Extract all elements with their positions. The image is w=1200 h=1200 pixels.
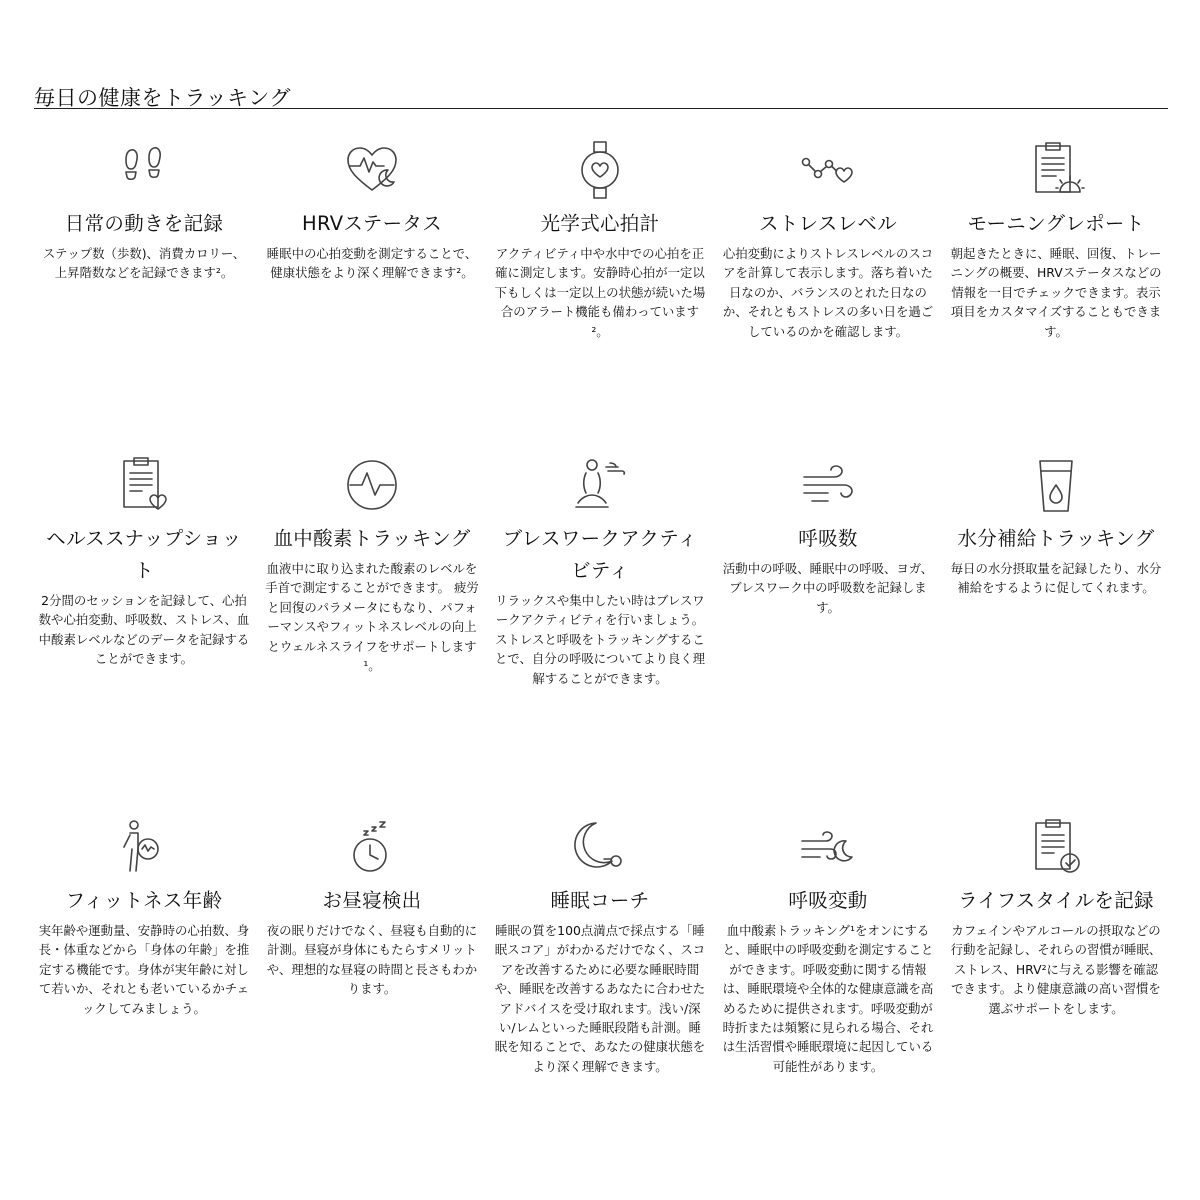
feature-title: HRVステータス	[302, 212, 442, 235]
feature-title: ライフスタイルを記録	[958, 889, 1154, 912]
meditation-breath-icon	[570, 455, 630, 515]
feature-description: 睡眠の質を100点満点で採点する「睡眠スコア」がわかるだけでなく、スコアを改善するために必要な睡眠時間や、睡眠を改善するあなたに合わせたアドバイスを受け取れます。浅い/深い/レムといった睡眠段階も計測。睡眠を知ることで、あなたの健康状態をより深く理解できます。	[494, 923, 706, 1074]
feature-title: 光学式心拍計	[540, 212, 660, 235]
feature-title: モーニングレポート	[967, 212, 1145, 235]
feature-description: 心拍変動によりストレスレベルのスコアを計算して表示します。落ち着いた日なのか、バランスのとれた日なのか、それともストレスの多い日を過ごしているのかを確認します。	[722, 246, 934, 339]
title-divider	[34, 108, 1168, 109]
feature-card	[261, 817, 483, 1147]
feature-card	[33, 817, 255, 1147]
footprints-icon	[114, 140, 174, 200]
moon-whistle-icon	[570, 817, 630, 877]
clipboard-sunrise-icon	[1026, 140, 1086, 200]
feature-row	[33, 455, 1167, 785]
feature-title: ヘルススナップショット	[46, 527, 242, 582]
feature-row	[33, 817, 1167, 1147]
feature-description: 睡眠中の心拍変動を測定することで、健康状態をより深く理解できます²。	[266, 246, 478, 281]
feature-title: 血中酸素トラッキング	[273, 527, 471, 550]
wind-moon-icon	[798, 817, 858, 877]
feature-description: 血中酸素トラッキング¹をオンにすると、睡眠中の呼吸変動を測定することができます。呼吸変動に関する情報は、睡眠環境や全体的な健康意識を高めるために提供されます。呼吸変動が時折または頻繁に見られる場合、それは生活習慣や睡眠環境に起因している可能性があります。	[722, 923, 934, 1074]
heart-rate-moon-icon	[342, 140, 402, 200]
feature-card	[945, 455, 1167, 785]
feature-title: 睡眠コーチ	[550, 889, 650, 912]
feature-title: ブレスワークアクティビティ	[502, 527, 698, 582]
feature-title: 呼吸変動	[788, 889, 868, 912]
feature-title: お昼寝検出	[322, 889, 422, 912]
feature-row	[33, 140, 1167, 470]
feature-title: フィットネス年齢	[65, 889, 223, 912]
feature-card	[945, 140, 1167, 470]
feature-card	[717, 140, 939, 470]
water-glass-icon	[1026, 455, 1086, 515]
clipboard-heart-icon	[114, 455, 174, 515]
wind-icon	[798, 455, 858, 515]
feature-description: 活動中の呼吸、睡眠中の呼吸、ヨガ、ブレスワーク中の呼吸数を記録します。	[722, 561, 934, 615]
feature-description: 朝起きたときに、睡眠、回復、トレーニングの概要、HRVステータスなどの情報を一目でチェックできます。表示項目をカスタマイズすることもできます。	[950, 246, 1162, 339]
feature-card	[489, 455, 711, 785]
feature-card	[261, 455, 483, 785]
feature-title: 水分補給トラッキング	[957, 527, 1155, 550]
feature-title: ストレスレベル	[758, 212, 897, 235]
feature-card	[945, 817, 1167, 1147]
pulse-ox-icon	[342, 455, 402, 515]
feature-card	[33, 140, 255, 470]
feature-card	[717, 817, 939, 1147]
feature-title: 呼吸数	[798, 527, 858, 550]
watch-heart-icon	[570, 140, 630, 200]
feature-card	[33, 455, 255, 785]
feature-description: ステップ数（歩数)、消費カロリー、上昇階数などを記録できます²。	[42, 246, 246, 281]
clipboard-check-icon	[1026, 817, 1086, 877]
feature-description: 毎日の水分摂取量を記録したり、水分補給をするように促してくれます。	[950, 561, 1162, 596]
feature-description: 血液中に取り込まれた酸素のレベルを手首で測定することができます。 疲労と回復のパラメータにもなり、パフォーマンスやフィットネスレベルの向上とウェルネスライフをサポートします¹。	[265, 561, 479, 674]
feature-description: カフェインやアルコールの摂取などの行動を記録し、それらの習慣が睡眠、ストレス、HRV²に与える影響を確認できます。より健康意識の高い習慣を選ぶサポートをします。	[950, 923, 1162, 1016]
fitness-age-icon	[114, 817, 174, 877]
page-title: 毎日の健康をトラッキング	[34, 86, 291, 110]
feature-card	[489, 817, 711, 1147]
feature-title: 日常の動きを記録	[64, 212, 224, 235]
feature-description: 2分間のセッションを記録して、心拍数や心拍変動、呼吸数、ストレス、血中酸素レベルなどのデータを記録することができます。	[38, 593, 250, 667]
feature-card	[261, 140, 483, 470]
feature-card	[717, 455, 939, 785]
feature-description: 実年齢や運動量、安静時の心拍数、身長・体重などから「身体の年齢」を推定する機能です。身体が実年齢に対して若いか、それとも老いているかチェックしてみましょう。	[38, 923, 250, 1016]
feature-card	[489, 140, 711, 470]
feature-description: アクティビティ中や水中での心拍を正確に測定します。安静時心拍が一定以下もしくは一定以上の状態が続いた場合のアラート機能も備わっています²。	[494, 246, 706, 339]
stress-graph-icon	[798, 140, 858, 200]
feature-description: 夜の眠りだけでなく、昼寝も自動的に計測。昼寝が身体にもたらすメリットや、理想的な昼寝の時間と長さもわかります。	[266, 923, 478, 997]
nap-clock-icon	[342, 817, 402, 877]
feature-description: リラックスや集中したい時はブレスワークアクティビティを行いましょう。ストレスと呼吸をトラッキングすることで、自分の呼吸についてより良く理解することができます。	[494, 593, 706, 686]
